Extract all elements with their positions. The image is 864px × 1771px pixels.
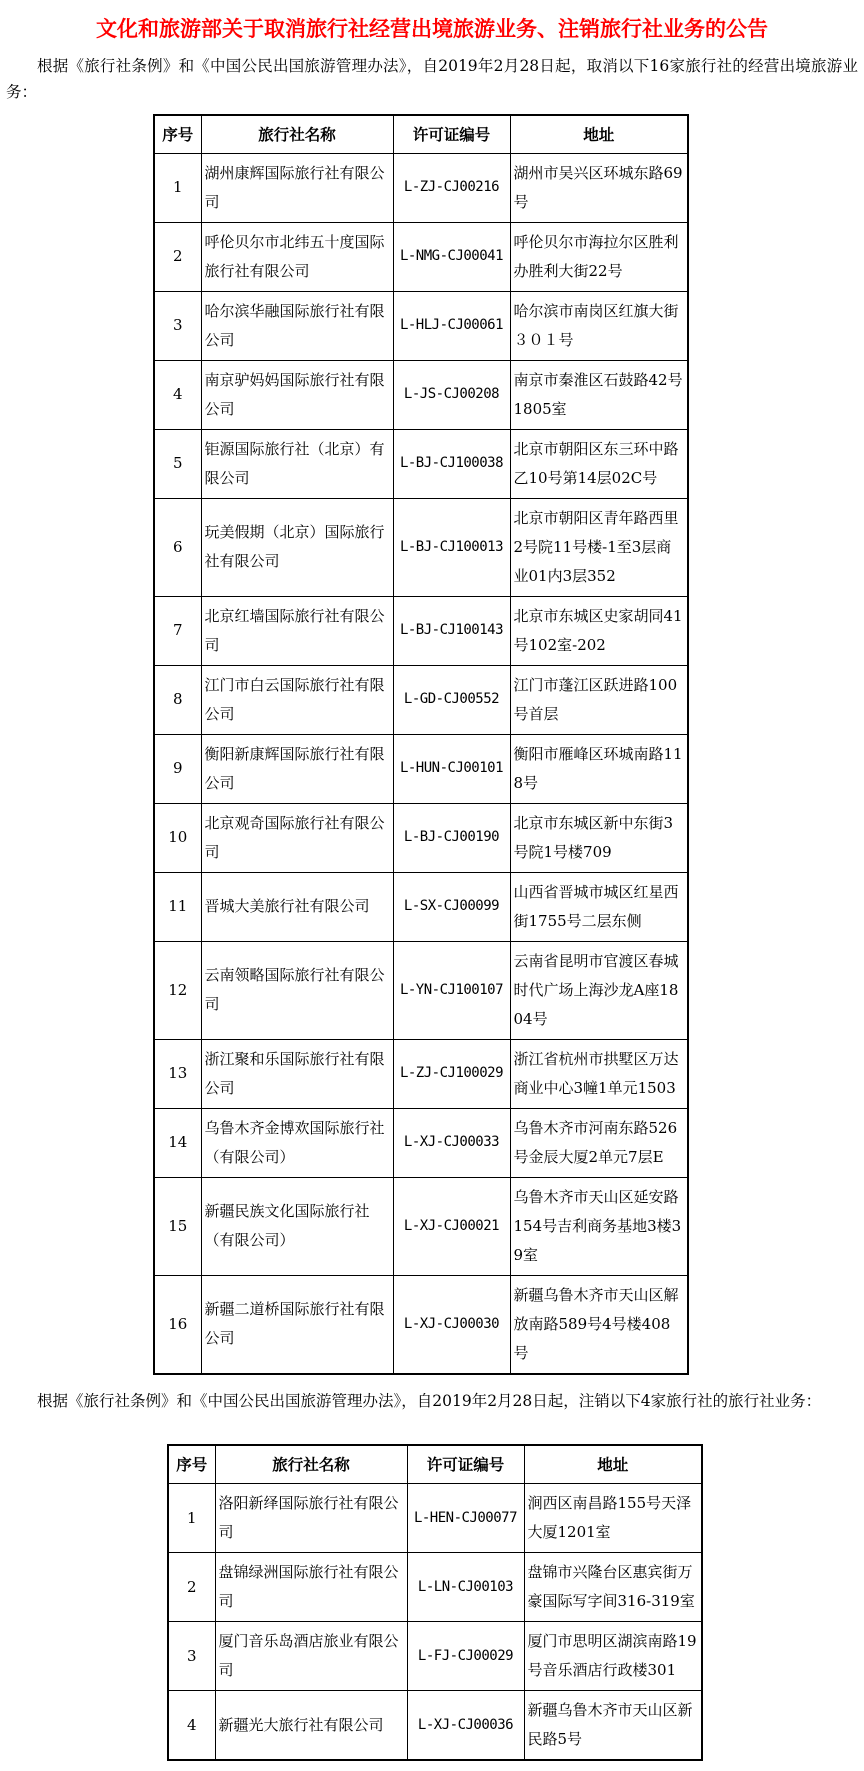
agency-name-cell: 厦门音乐岛酒店旅业有限公司 [215, 1622, 407, 1691]
table-row [154, 498, 688, 596]
table-row [154, 291, 688, 360]
row-index-cell: 1 [154, 153, 201, 222]
row-index-cell: 15 [154, 1177, 201, 1275]
license-number-cell: L-YN-CJ100107 [393, 941, 510, 1039]
license-number-cell: L-XJ-CJ00030 [393, 1275, 510, 1374]
intro-paragraph-deregister: 根据《旅行社条例》和《中国公民出国旅游管理办法》，自2019年2月28日起，注销以下4家旅行社的旅行社业务： [37, 1391, 822, 1410]
agency-name-cell: 新疆光大旅行社有限公司 [215, 1691, 407, 1761]
address-cell: 乌鲁木齐市天山区延安路154号吉利商务基地3楼39室 [510, 1177, 688, 1275]
row-index-cell: 3 [154, 291, 201, 360]
table-row [154, 222, 688, 291]
header-no: 序号 [154, 115, 201, 154]
license-number-cell: L-BJ-CJ100143 [393, 596, 510, 665]
agency-name-cell: 乌鲁木齐金博欢国际旅行社（有限公司） [201, 1108, 393, 1177]
agency-name-cell: 北京红墙国际旅行社有限公司 [201, 596, 393, 665]
agency-name-cell: 云南领略国际旅行社有限公司 [201, 941, 393, 1039]
table-row [154, 872, 688, 941]
header-license: 许可证编号 [407, 1445, 524, 1484]
address-cell: 南京市秦淮区石鼓路42号1805室 [510, 360, 688, 429]
table-row [168, 1691, 702, 1761]
address-cell: 衡阳市雁峰区环城南路118号 [510, 734, 688, 803]
agency-name-cell: 衡阳新康辉国际旅行社有限公司 [201, 734, 393, 803]
address-cell: 厦门市思明区湖滨南路19号音乐酒店行政楼301 [524, 1622, 702, 1691]
row-index-cell: 11 [154, 872, 201, 941]
address-cell: 涧西区南昌路155号天泽大厦1201室 [524, 1484, 702, 1553]
address-cell: 盘锦市兴隆台区惠宾街万豪国际写字间316-319室 [524, 1553, 702, 1622]
agency-name-cell: 盘锦绿洲国际旅行社有限公司 [215, 1553, 407, 1622]
address-cell: 哈尔滨市南岗区红旗大街３０１号 [510, 291, 688, 360]
agency-name-cell: 哈尔滨华融国际旅行社有限公司 [201, 291, 393, 360]
table-row [168, 1622, 702, 1691]
agency-name-cell: 晋城大美旅行社有限公司 [201, 872, 393, 941]
address-cell: 浙江省杭州市拱墅区万达商业中心3幢1单元1503 [510, 1039, 688, 1108]
header-agency-name: 旅行社名称 [215, 1445, 407, 1484]
header-no: 序号 [168, 1445, 215, 1484]
table-row [154, 360, 688, 429]
row-index-cell: 10 [154, 803, 201, 872]
row-index-cell: 16 [154, 1275, 201, 1374]
agency-name-cell: 湖州康辉国际旅行社有限公司 [201, 153, 393, 222]
agency-name-cell: 江门市白云国际旅行社有限公司 [201, 665, 393, 734]
row-index-cell: 8 [154, 665, 201, 734]
address-cell: 乌鲁木齐市河南东路526号金辰大厦2单元7层E [510, 1108, 688, 1177]
license-number-cell: L-FJ-CJ00029 [407, 1622, 524, 1691]
table-row [154, 1108, 688, 1177]
table-header-row [154, 115, 688, 154]
table-row [154, 596, 688, 665]
address-cell: 北京市朝阳区东三环中路乙10号第14层02C号 [510, 429, 688, 498]
agency-name-cell: 呼伦贝尔市北纬五十度国际旅行社有限公司 [201, 222, 393, 291]
table-row [154, 734, 688, 803]
agency-name-cell: 南京驴妈妈国际旅行社有限公司 [201, 360, 393, 429]
table-row [154, 803, 688, 872]
agency-name-cell: 北京观奇国际旅行社有限公司 [201, 803, 393, 872]
address-cell: 山西省晋城市城区红星西街1755号二层东侧 [510, 872, 688, 941]
agency-name-cell: 新疆民族文化国际旅行社（有限公司） [201, 1177, 393, 1275]
page-title: 文化和旅游部关于取消旅行社经营出境旅游业务、注销旅行社业务的公告 [96, 17, 768, 41]
cancel-agencies-table [153, 114, 689, 1375]
address-cell: 北京市朝阳区青年路西里2号院11号楼-1至3层商业01内3层352 [510, 498, 688, 596]
row-index-cell: 3 [168, 1622, 215, 1691]
license-number-cell: L-XJ-CJ00033 [393, 1108, 510, 1177]
license-number-cell: L-HUN-CJ00101 [393, 734, 510, 803]
license-number-cell: L-XJ-CJ00036 [407, 1691, 524, 1761]
agency-name-cell: 洛阳新绎国际旅行社有限公司 [215, 1484, 407, 1553]
address-cell: 北京市东城区史家胡同41号102室-202 [510, 596, 688, 665]
header-agency-name: 旅行社名称 [201, 115, 393, 154]
license-number-cell: L-HLJ-CJ00061 [393, 291, 510, 360]
address-cell: 云南省昆明市官渡区春城时代广场上海沙龙A座1804号 [510, 941, 688, 1039]
row-index-cell: 2 [168, 1553, 215, 1622]
row-index-cell: 4 [154, 360, 201, 429]
license-number-cell: L-GD-CJ00552 [393, 665, 510, 734]
agency-name-cell: 浙江聚和乐国际旅行社有限公司 [201, 1039, 393, 1108]
license-number-cell: L-HEN-CJ00077 [407, 1484, 524, 1553]
agency-name-cell: 钜源国际旅行社（北京）有限公司 [201, 429, 393, 498]
address-cell: 北京市东城区新中东街3号院1号楼709 [510, 803, 688, 872]
row-index-cell: 4 [168, 1691, 215, 1761]
table-header-row [168, 1445, 702, 1484]
license-number-cell: L-SX-CJ00099 [393, 872, 510, 941]
license-number-cell: L-NMG-CJ00041 [393, 222, 510, 291]
address-cell: 呼伦贝尔市海拉尔区胜利办胜利大街22号 [510, 222, 688, 291]
row-index-cell: 5 [154, 429, 201, 498]
agency-name-cell: 新疆二道桥国际旅行社有限公司 [201, 1275, 393, 1374]
license-number-cell: L-ZJ-CJ00216 [393, 153, 510, 222]
table-row [168, 1553, 702, 1622]
address-cell: 新疆乌鲁木齐市天山区新民路5号 [524, 1691, 702, 1761]
license-number-cell: L-JS-CJ00208 [393, 360, 510, 429]
row-index-cell: 2 [154, 222, 201, 291]
table-row [154, 665, 688, 734]
address-cell: 新疆乌鲁木齐市天山区解放南路589号4号楼408号 [510, 1275, 688, 1374]
license-number-cell: L-LN-CJ00103 [407, 1553, 524, 1622]
row-index-cell: 6 [154, 498, 201, 596]
header-address: 地址 [510, 115, 688, 154]
table-row [154, 153, 688, 222]
header-license: 许可证编号 [393, 115, 510, 154]
license-number-cell: L-BJ-CJ100013 [393, 498, 510, 596]
row-index-cell: 12 [154, 941, 201, 1039]
row-index-cell: 14 [154, 1108, 201, 1177]
header-address: 地址 [524, 1445, 702, 1484]
agency-name-cell: 玩美假期（北京）国际旅行社有限公司 [201, 498, 393, 596]
license-number-cell: L-XJ-CJ00021 [393, 1177, 510, 1275]
address-cell: 江门市蓬江区跃进路100号首层 [510, 665, 688, 734]
deregister-agencies-table [167, 1444, 703, 1761]
table-row [154, 429, 688, 498]
row-index-cell: 13 [154, 1039, 201, 1108]
license-number-cell: L-BJ-CJ100038 [393, 429, 510, 498]
row-index-cell: 7 [154, 596, 201, 665]
license-number-cell: L-ZJ-CJ100029 [393, 1039, 510, 1108]
table-row [154, 1275, 688, 1374]
table-row [168, 1484, 702, 1553]
address-cell: 湖州市吴兴区环城东路69号 [510, 153, 688, 222]
row-index-cell: 9 [154, 734, 201, 803]
row-index-cell: 1 [168, 1484, 215, 1553]
table-row [154, 1177, 688, 1275]
table-row [154, 1039, 688, 1108]
table-row [154, 941, 688, 1039]
license-number-cell: L-BJ-CJ00190 [393, 803, 510, 872]
intro-paragraph-cancel: 根据《旅行社条例》和《中国公民出国旅游管理办法》，自2019年2月28日起，取消以下16家旅行社的经营出境旅游业务： [6, 57, 858, 101]
